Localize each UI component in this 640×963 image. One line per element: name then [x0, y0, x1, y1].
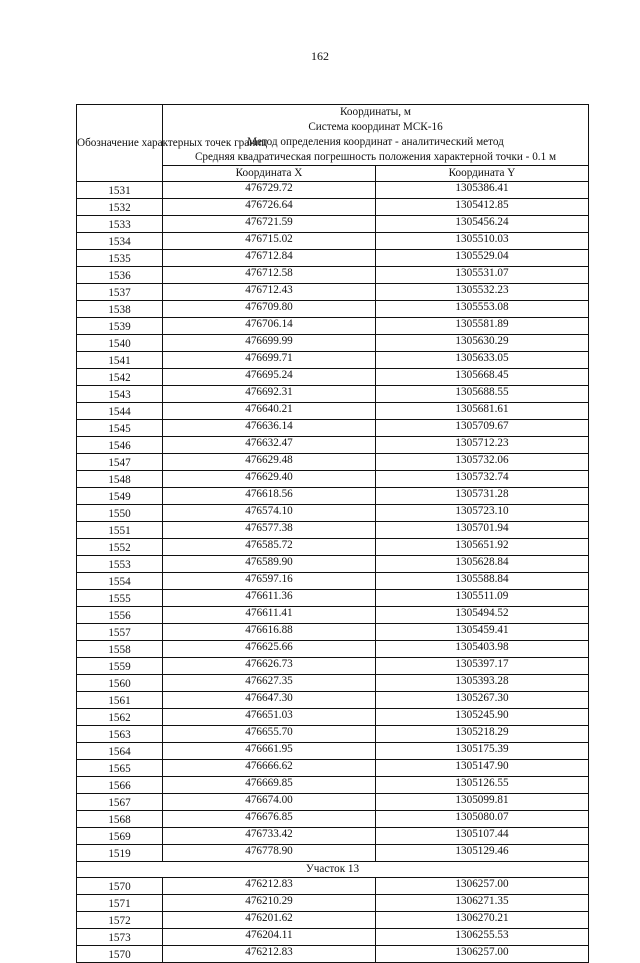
- point-column-header: Обозначение характерных точек границ: [77, 105, 163, 182]
- table-row: [77, 556, 589, 573]
- coord-x: 476695.24: [163, 369, 376, 386]
- point-id: 1560: [77, 675, 163, 692]
- table-row: [77, 811, 589, 828]
- point-id: 1561: [77, 692, 163, 709]
- coord-x: 476651.03: [163, 709, 376, 726]
- page-number: 162: [311, 49, 329, 63]
- coord-y: 1305529.04: [376, 250, 589, 267]
- coord-x: 476629.48: [163, 454, 376, 471]
- point-id: 1557: [77, 624, 163, 641]
- coord-x: 476212.83: [163, 946, 376, 963]
- table-row: [77, 709, 589, 726]
- coord-x: 476699.99: [163, 335, 376, 352]
- coord-x: 476729.72: [163, 182, 376, 199]
- coord-x: 476699.71: [163, 352, 376, 369]
- coord-x: 476661.95: [163, 743, 376, 760]
- coord-x: 476712.84: [163, 250, 376, 267]
- table-row: [77, 845, 589, 862]
- point-id: 1563: [77, 726, 163, 743]
- coord-x: 476611.41: [163, 607, 376, 624]
- coord-y: 1305581.89: [376, 318, 589, 335]
- point-id: 1541: [77, 352, 163, 369]
- point-id: 1571: [77, 895, 163, 912]
- point-id: 1556: [77, 607, 163, 624]
- coord-y: 1305147.90: [376, 760, 589, 777]
- table-row: [77, 505, 589, 522]
- coord-x: 476647.30: [163, 692, 376, 709]
- coord-y: 1305245.90: [376, 709, 589, 726]
- coord-y: 1305386.41: [376, 182, 589, 199]
- coord-y: 1305397.17: [376, 658, 589, 675]
- table-row: [77, 760, 589, 777]
- coord-x: 476627.35: [163, 675, 376, 692]
- coord-x: 476618.56: [163, 488, 376, 505]
- coord-y: 1305511.09: [376, 590, 589, 607]
- table-row: [77, 403, 589, 420]
- coord-y: 1306270.21: [376, 912, 589, 929]
- point-id: 1564: [77, 743, 163, 760]
- point-id: 1533: [77, 216, 163, 233]
- table-row: [77, 777, 589, 794]
- y-column-header: Координата Y: [376, 166, 589, 182]
- coord-y: 1305651.92: [376, 539, 589, 556]
- table-row: [77, 794, 589, 811]
- table-row: [77, 488, 589, 505]
- coord-y: 1305218.29: [376, 726, 589, 743]
- point-id: 1542: [77, 369, 163, 386]
- coord-x: 476625.66: [163, 641, 376, 658]
- point-id: 1567: [77, 794, 163, 811]
- point-id: 1545: [77, 420, 163, 437]
- determination-method: Метод определения координат - аналитический метод: [247, 136, 504, 148]
- point-id: 1536: [77, 267, 163, 284]
- coord-x: 476577.38: [163, 522, 376, 539]
- table-row: [77, 878, 589, 895]
- coord-y: 1305628.84: [376, 556, 589, 573]
- table-row: [77, 573, 589, 590]
- point-id: 1546: [77, 437, 163, 454]
- coord-x: 476629.40: [163, 471, 376, 488]
- table-row: [77, 454, 589, 471]
- coord-y: 1305732.06: [376, 454, 589, 471]
- x-column-header: Координата X: [163, 166, 376, 182]
- table-row: [77, 471, 589, 488]
- point-id: 1553: [77, 556, 163, 573]
- coord-x: 476616.88: [163, 624, 376, 641]
- main-rows: [77, 182, 589, 862]
- coord-x: 476712.58: [163, 267, 376, 284]
- coord-x: 476726.64: [163, 199, 376, 216]
- coord-x: 476655.70: [163, 726, 376, 743]
- point-id: 1559: [77, 658, 163, 675]
- point-id: 1534: [77, 233, 163, 250]
- coord-y: 1305712.23: [376, 437, 589, 454]
- coords-title: Координаты, м: [340, 106, 411, 118]
- table-row: [77, 726, 589, 743]
- point-id: 1538: [77, 301, 163, 318]
- coord-y: 1305709.67: [376, 420, 589, 437]
- point-id: 1535: [77, 250, 163, 267]
- table-row: [77, 641, 589, 658]
- coord-y: 1305701.94: [376, 522, 589, 539]
- coord-x: 476733.42: [163, 828, 376, 845]
- point-id: 1569: [77, 828, 163, 845]
- coord-y: 1305080.07: [376, 811, 589, 828]
- point-id: 1532: [77, 199, 163, 216]
- table-row: [77, 386, 589, 403]
- table-row: [77, 912, 589, 929]
- table-row: [77, 675, 589, 692]
- section-title: Участок 13: [77, 862, 589, 878]
- coord-y: 1305107.44: [376, 828, 589, 845]
- table-header: [77, 105, 589, 182]
- coord-y: 1306257.00: [376, 878, 589, 895]
- coord-y: 1305553.08: [376, 301, 589, 318]
- coord-x: 476212.83: [163, 878, 376, 895]
- coord-x: 476666.62: [163, 760, 376, 777]
- table-row: [77, 539, 589, 556]
- table-row: [77, 284, 589, 301]
- coord-y: 1306255.53: [376, 929, 589, 946]
- coord-x: 476574.10: [163, 505, 376, 522]
- point-id: 1572: [77, 912, 163, 929]
- coord-y: 1305633.05: [376, 352, 589, 369]
- point-id: 1531: [77, 182, 163, 199]
- table-row: [77, 692, 589, 709]
- coord-x: 476636.14: [163, 420, 376, 437]
- coord-y: 1306271.35: [376, 895, 589, 912]
- accuracy-note: Средняя квадратическая погрешность положения характерной точки - 0.1 м: [194, 151, 557, 163]
- section-13: [77, 862, 589, 963]
- coordinate-system: Система координат МСК-16: [308, 121, 443, 133]
- coord-y: 1305175.39: [376, 743, 589, 760]
- coord-y: 1305688.55: [376, 386, 589, 403]
- point-id: 1573: [77, 929, 163, 946]
- table-row: [77, 590, 589, 607]
- coord-x: 476626.73: [163, 658, 376, 675]
- coord-y: 1305126.55: [376, 777, 589, 794]
- coord-x: 476669.85: [163, 777, 376, 794]
- table-row: [77, 233, 589, 250]
- coord-x: 476706.14: [163, 318, 376, 335]
- point-id: 1570: [77, 878, 163, 895]
- coord-y: 1305531.07: [376, 267, 589, 284]
- coord-y: 1305393.28: [376, 675, 589, 692]
- point-id: 1539: [77, 318, 163, 335]
- coord-y: 1305412.85: [376, 199, 589, 216]
- coord-x: 476692.31: [163, 386, 376, 403]
- coord-x: 476201.62: [163, 912, 376, 929]
- coord-y: 1305668.45: [376, 369, 589, 386]
- coord-x: 476709.80: [163, 301, 376, 318]
- table-row: [77, 607, 589, 624]
- coord-x: 476204.11: [163, 929, 376, 946]
- point-id: 1550: [77, 505, 163, 522]
- coord-x: 476640.21: [163, 403, 376, 420]
- table-row: [77, 301, 589, 318]
- table-row: [77, 250, 589, 267]
- table-row: [77, 369, 589, 386]
- point-id: 1552: [77, 539, 163, 556]
- point-id: 1566: [77, 777, 163, 794]
- point-id: 1551: [77, 522, 163, 539]
- coordinates-table: [76, 104, 589, 963]
- table-row: [77, 658, 589, 675]
- table-row: [77, 216, 589, 233]
- table-row: [77, 437, 589, 454]
- coord-x: 476210.29: [163, 895, 376, 912]
- coord-y: 1305456.24: [376, 216, 589, 233]
- table-row: [77, 182, 589, 199]
- coord-x: 476674.00: [163, 794, 376, 811]
- coord-x: 476712.43: [163, 284, 376, 301]
- table-row: [77, 946, 589, 963]
- point-id: 1537: [77, 284, 163, 301]
- coord-y: 1305588.84: [376, 573, 589, 590]
- coord-x: 476632.47: [163, 437, 376, 454]
- table-row: [77, 624, 589, 641]
- point-id: 1554: [77, 573, 163, 590]
- table-row: [77, 267, 589, 284]
- table-row: [77, 318, 589, 335]
- point-id: 1543: [77, 386, 163, 403]
- coord-x: 476721.59: [163, 216, 376, 233]
- table-row: [77, 895, 589, 912]
- coord-y: 1305510.03: [376, 233, 589, 250]
- coord-y: 1305731.28: [376, 488, 589, 505]
- point-id: 1570: [77, 946, 163, 963]
- coord-x: 476589.90: [163, 556, 376, 573]
- coord-y: 1305099.81: [376, 794, 589, 811]
- coord-y: 1305532.23: [376, 284, 589, 301]
- point-id: 1547: [77, 454, 163, 471]
- coord-y: 1305630.29: [376, 335, 589, 352]
- coord-x: 476676.85: [163, 811, 376, 828]
- coord-y: 1305723.10: [376, 505, 589, 522]
- table-row: [77, 352, 589, 369]
- coordinates-header: [163, 105, 589, 166]
- point-id: 1568: [77, 811, 163, 828]
- coord-y: 1305459.41: [376, 624, 589, 641]
- table-row: [77, 420, 589, 437]
- coord-y: 1306257.00: [376, 946, 589, 963]
- point-id: 1549: [77, 488, 163, 505]
- coord-y: 1305267.30: [376, 692, 589, 709]
- point-id: 1555: [77, 590, 163, 607]
- table-row: [77, 828, 589, 845]
- coord-x: 476597.16: [163, 573, 376, 590]
- point-id: 1562: [77, 709, 163, 726]
- point-id: 1540: [77, 335, 163, 352]
- table-row: [77, 335, 589, 352]
- point-id: 1544: [77, 403, 163, 420]
- coord-y: 1305403.98: [376, 641, 589, 658]
- table-row: [77, 199, 589, 216]
- coord-y: 1305129.46: [376, 845, 589, 862]
- table-row: [77, 522, 589, 539]
- coord-x: 476585.72: [163, 539, 376, 556]
- coord-x: 476778.90: [163, 845, 376, 862]
- coord-y: 1305681.61: [376, 403, 589, 420]
- point-id: 1558: [77, 641, 163, 658]
- coord-x: 476611.36: [163, 590, 376, 607]
- coord-y: 1305732.74: [376, 471, 589, 488]
- coord-y: 1305494.52: [376, 607, 589, 624]
- coord-x: 476715.02: [163, 233, 376, 250]
- point-id: 1519: [77, 845, 163, 862]
- point-id: 1548: [77, 471, 163, 488]
- table-row: [77, 929, 589, 946]
- table-row: [77, 743, 589, 760]
- point-id: 1565: [77, 760, 163, 777]
